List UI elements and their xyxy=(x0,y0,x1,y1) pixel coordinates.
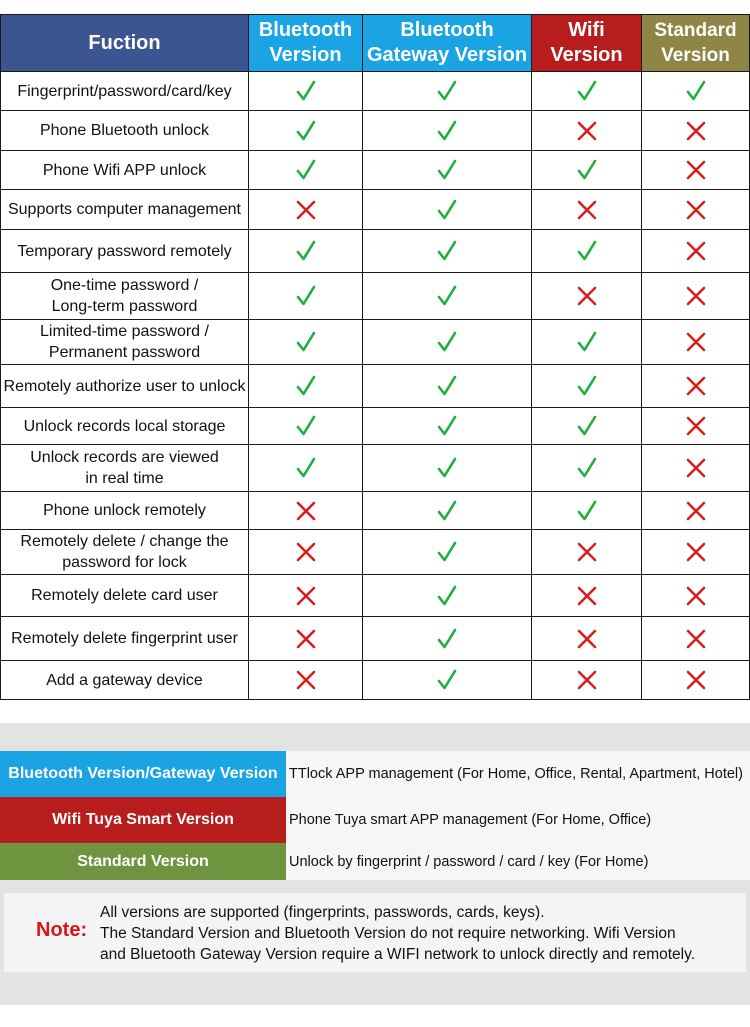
support-cell-gateway xyxy=(363,111,532,151)
check-icon xyxy=(295,375,317,397)
cross-icon xyxy=(685,669,707,691)
cross-icon xyxy=(576,199,598,221)
support-cell-bluetooth xyxy=(249,661,363,700)
support-cell-wifi xyxy=(532,445,642,492)
feature-label: One-time password / Long-term password xyxy=(1,273,249,320)
support-cell-wifi xyxy=(532,72,642,111)
header-standard-label: Standard Version xyxy=(654,20,737,66)
comparison-table xyxy=(0,14,750,700)
check-icon xyxy=(295,457,317,479)
support-cell-wifi xyxy=(532,617,642,661)
support-cell-bluetooth xyxy=(249,72,363,111)
check-icon xyxy=(295,285,317,307)
check-icon xyxy=(436,585,458,607)
support-cell-gateway xyxy=(363,273,532,320)
cross-icon xyxy=(685,331,707,353)
check-icon xyxy=(576,240,598,262)
table-row xyxy=(1,575,750,617)
support-cell-standard xyxy=(642,492,750,530)
support-cell-bluetooth xyxy=(249,273,363,320)
feature-label: Limited-time password / Permanent password xyxy=(1,320,249,365)
support-cell-wifi xyxy=(532,408,642,445)
check-icon xyxy=(436,375,458,397)
cross-icon xyxy=(576,120,598,142)
cross-icon xyxy=(576,541,598,563)
support-cell-bluetooth xyxy=(249,365,363,408)
table-row xyxy=(1,320,750,365)
cross-icon xyxy=(295,500,317,522)
check-icon xyxy=(576,415,598,437)
table-row xyxy=(1,365,750,408)
feature-label: Remotely delete fingerprint user xyxy=(1,617,249,661)
header-wifi-label: Wifi Version xyxy=(550,19,623,66)
cross-icon xyxy=(685,285,707,307)
check-icon xyxy=(436,500,458,522)
support-cell-standard xyxy=(642,230,750,273)
cross-icon xyxy=(685,628,707,650)
table-row xyxy=(1,273,750,320)
support-cell-bluetooth xyxy=(249,445,363,492)
support-cell-gateway xyxy=(363,230,532,273)
support-cell-standard xyxy=(642,530,750,575)
support-cell-wifi xyxy=(532,530,642,575)
note-text xyxy=(100,902,746,965)
support-cell-wifi xyxy=(532,365,642,408)
feature-label: Supports computer management xyxy=(1,190,249,230)
support-cell-gateway xyxy=(363,445,532,492)
feature-label: Fingerprint/password/card/key xyxy=(1,72,249,111)
support-cell-gateway xyxy=(363,575,532,617)
cross-icon xyxy=(685,415,707,437)
table-row xyxy=(1,111,750,151)
support-cell-bluetooth xyxy=(249,575,363,617)
check-icon xyxy=(576,331,598,353)
support-cell-wifi xyxy=(532,273,642,320)
legend-label: Standard Version xyxy=(0,843,286,880)
table-body xyxy=(1,72,750,700)
legend-row-standard xyxy=(0,843,750,880)
cross-icon xyxy=(576,585,598,607)
feature-label: Unlock records local storage xyxy=(1,408,249,445)
support-cell-gateway xyxy=(363,617,532,661)
check-icon xyxy=(576,375,598,397)
cross-icon xyxy=(295,628,317,650)
table-row xyxy=(1,230,750,273)
table-row xyxy=(1,408,750,445)
support-cell-standard xyxy=(642,111,750,151)
legend-description: TTlock APP management (For Home, Office, Rental, Apartment, Hotel) xyxy=(286,751,750,797)
table-row xyxy=(1,72,750,111)
check-icon xyxy=(436,285,458,307)
check-icon xyxy=(436,457,458,479)
check-icon xyxy=(576,457,598,479)
support-cell-gateway xyxy=(363,492,532,530)
legend-label: Wifi Tuya Smart Version xyxy=(0,797,286,843)
header-wifi-version xyxy=(532,15,642,72)
feature-label: Phone Bluetooth unlock xyxy=(1,111,249,151)
support-cell-gateway xyxy=(363,151,532,190)
legend-row-wifi-tuya xyxy=(0,797,750,843)
table-row xyxy=(1,190,750,230)
support-cell-bluetooth xyxy=(249,320,363,365)
cross-icon xyxy=(295,541,317,563)
feature-label: Remotely authorize user to unlock xyxy=(1,365,249,408)
feature-label: Remotely delete card user xyxy=(1,575,249,617)
support-cell-bluetooth xyxy=(249,151,363,190)
feature-label: Phone Wifi APP unlock xyxy=(1,151,249,190)
cross-icon xyxy=(295,669,317,691)
table-header-row xyxy=(1,15,750,72)
header-bluetooth-version xyxy=(249,15,363,72)
cross-icon xyxy=(576,628,598,650)
check-icon xyxy=(436,159,458,181)
feature-label: Add a gateway device xyxy=(1,661,249,700)
check-icon xyxy=(576,159,598,181)
support-cell-wifi xyxy=(532,111,642,151)
support-cell-standard xyxy=(642,408,750,445)
check-icon xyxy=(436,80,458,102)
cross-icon xyxy=(685,585,707,607)
support-cell-wifi xyxy=(532,575,642,617)
table-row xyxy=(1,661,750,700)
support-cell-gateway xyxy=(363,661,532,700)
cross-icon xyxy=(685,199,707,221)
check-icon xyxy=(436,331,458,353)
header-bluetooth-label: Bluetooth Version xyxy=(258,19,353,66)
table-row xyxy=(1,151,750,190)
legend-description: Phone Tuya smart APP management (For Home, Office) xyxy=(286,797,750,843)
support-cell-standard xyxy=(642,190,750,230)
cross-icon xyxy=(295,199,317,221)
cross-icon xyxy=(295,585,317,607)
support-cell-standard xyxy=(642,72,750,111)
support-cell-bluetooth xyxy=(249,190,363,230)
note-label: Note: xyxy=(36,919,88,941)
support-cell-bluetooth xyxy=(249,111,363,151)
cross-icon xyxy=(576,285,598,307)
support-cell-wifi xyxy=(532,320,642,365)
check-icon xyxy=(436,628,458,650)
support-cell-bluetooth xyxy=(249,492,363,530)
note-line: The Standard Version and Bluetooth Version do not require networking. Wifi Version xyxy=(100,925,676,942)
support-cell-wifi xyxy=(532,151,642,190)
feature-label: Temporary password remotely xyxy=(1,230,249,273)
note-line: All versions are supported (fingerprints, passwords, cards, keys). xyxy=(100,904,545,921)
header-gateway-label: Bluetooth Gateway Version xyxy=(366,19,528,66)
legend-description: Unlock by fingerprint / password / card / key (For Home) xyxy=(286,843,750,880)
support-cell-standard xyxy=(642,273,750,320)
cross-icon xyxy=(576,669,598,691)
check-icon xyxy=(295,415,317,437)
check-icon xyxy=(295,120,317,142)
table-row xyxy=(1,617,750,661)
header-function: Fuction xyxy=(1,15,249,72)
cross-icon xyxy=(685,375,707,397)
check-icon xyxy=(576,500,598,522)
support-cell-bluetooth xyxy=(249,408,363,445)
support-cell-standard xyxy=(642,445,750,492)
support-cell-bluetooth xyxy=(249,530,363,575)
check-icon xyxy=(295,331,317,353)
feature-label: Unlock records are viewed in real time xyxy=(1,445,249,492)
table-row xyxy=(1,445,750,492)
check-icon xyxy=(685,80,707,102)
header-gateway-version xyxy=(363,15,532,72)
support-cell-wifi xyxy=(532,190,642,230)
support-cell-wifi xyxy=(532,661,642,700)
support-cell-gateway xyxy=(363,530,532,575)
check-icon xyxy=(436,415,458,437)
check-icon xyxy=(295,80,317,102)
table-row xyxy=(1,492,750,530)
support-cell-bluetooth xyxy=(249,617,363,661)
support-cell-standard xyxy=(642,661,750,700)
support-cell-standard xyxy=(642,575,750,617)
support-cell-standard xyxy=(642,320,750,365)
note-line: and Bluetooth Gateway Version require a WIFI network to unlock directly and remotely. xyxy=(100,946,696,963)
feature-label: Remotely delete / change the password for lock xyxy=(1,530,249,575)
note-box xyxy=(4,893,746,972)
cross-icon xyxy=(685,159,707,181)
check-icon xyxy=(436,541,458,563)
header-standard-version xyxy=(642,15,750,72)
support-cell-standard xyxy=(642,365,750,408)
feature-label: Phone unlock remotely xyxy=(1,492,249,530)
check-icon xyxy=(576,80,598,102)
check-icon xyxy=(295,240,317,262)
check-icon xyxy=(436,240,458,262)
legend-label: Bluetooth Version/Gateway Version xyxy=(0,751,286,797)
cross-icon xyxy=(685,240,707,262)
legend-row-bluetooth-gateway xyxy=(0,751,750,797)
support-cell-standard xyxy=(642,617,750,661)
support-cell-gateway xyxy=(363,190,532,230)
support-cell-wifi xyxy=(532,492,642,530)
cross-icon xyxy=(685,120,707,142)
support-cell-bluetooth xyxy=(249,230,363,273)
cross-icon xyxy=(685,500,707,522)
support-cell-gateway xyxy=(363,365,532,408)
support-cell-gateway xyxy=(363,320,532,365)
support-cell-wifi xyxy=(532,230,642,273)
support-cell-standard xyxy=(642,151,750,190)
check-icon xyxy=(295,159,317,181)
check-icon xyxy=(436,120,458,142)
support-cell-gateway xyxy=(363,408,532,445)
check-icon xyxy=(436,199,458,221)
check-icon xyxy=(436,669,458,691)
support-cell-gateway xyxy=(363,72,532,111)
cross-icon xyxy=(685,541,707,563)
cross-icon xyxy=(685,457,707,479)
table-row xyxy=(1,530,750,575)
